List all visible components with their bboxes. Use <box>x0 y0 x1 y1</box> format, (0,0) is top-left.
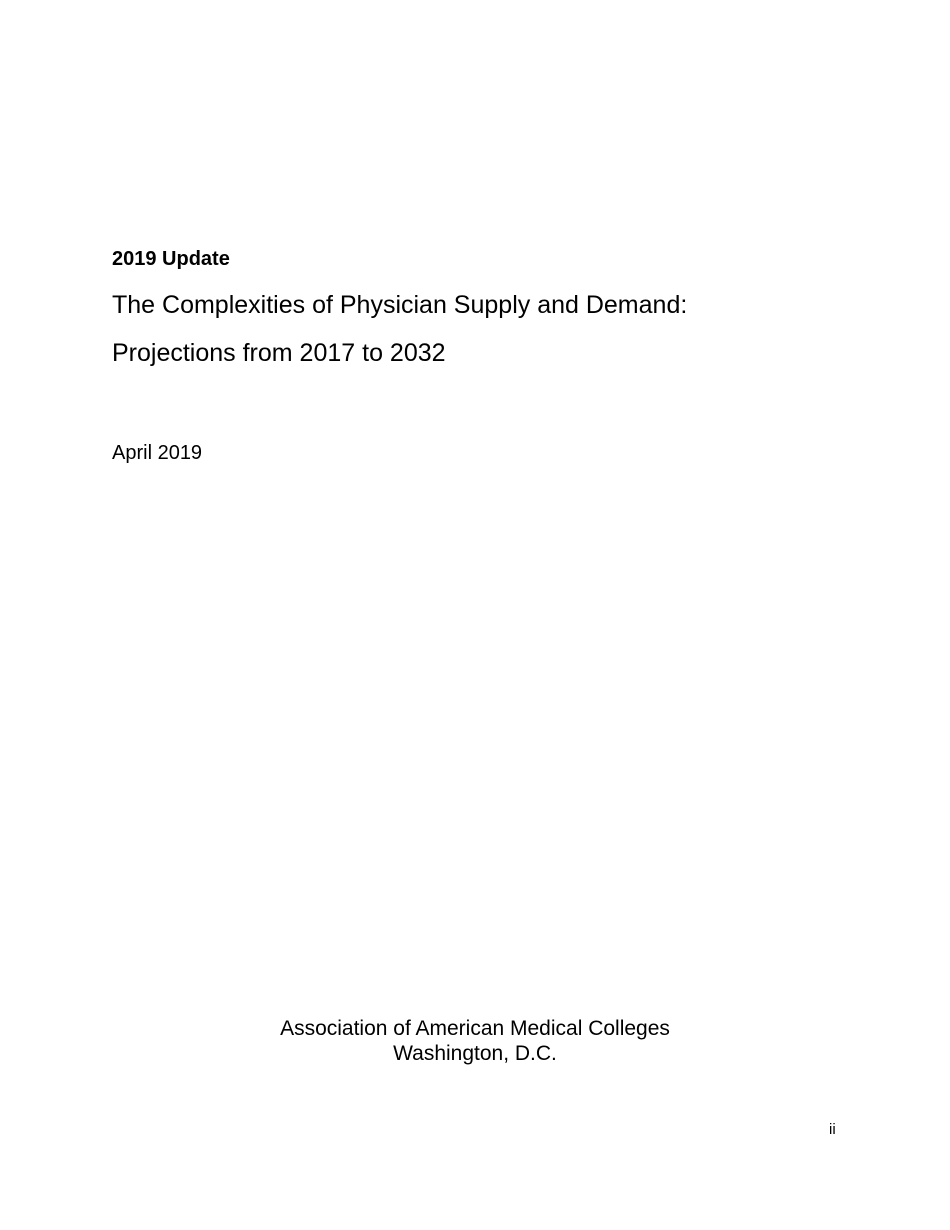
page-number: ii <box>829 1121 836 1138</box>
title-line-2: Projections from 2017 to 2032 <box>112 339 446 367</box>
publication-date: April 2019 <box>112 442 203 464</box>
publisher-location: Washington, D.C. <box>393 1042 557 1065</box>
publisher-block <box>0 1016 950 1066</box>
title-line-1: The Complexities of Physician Supply and Demand: <box>112 291 688 319</box>
publisher-name: Association of American Medical Colleges <box>280 1017 670 1040</box>
edition-label: 2019 Update <box>112 248 230 270</box>
